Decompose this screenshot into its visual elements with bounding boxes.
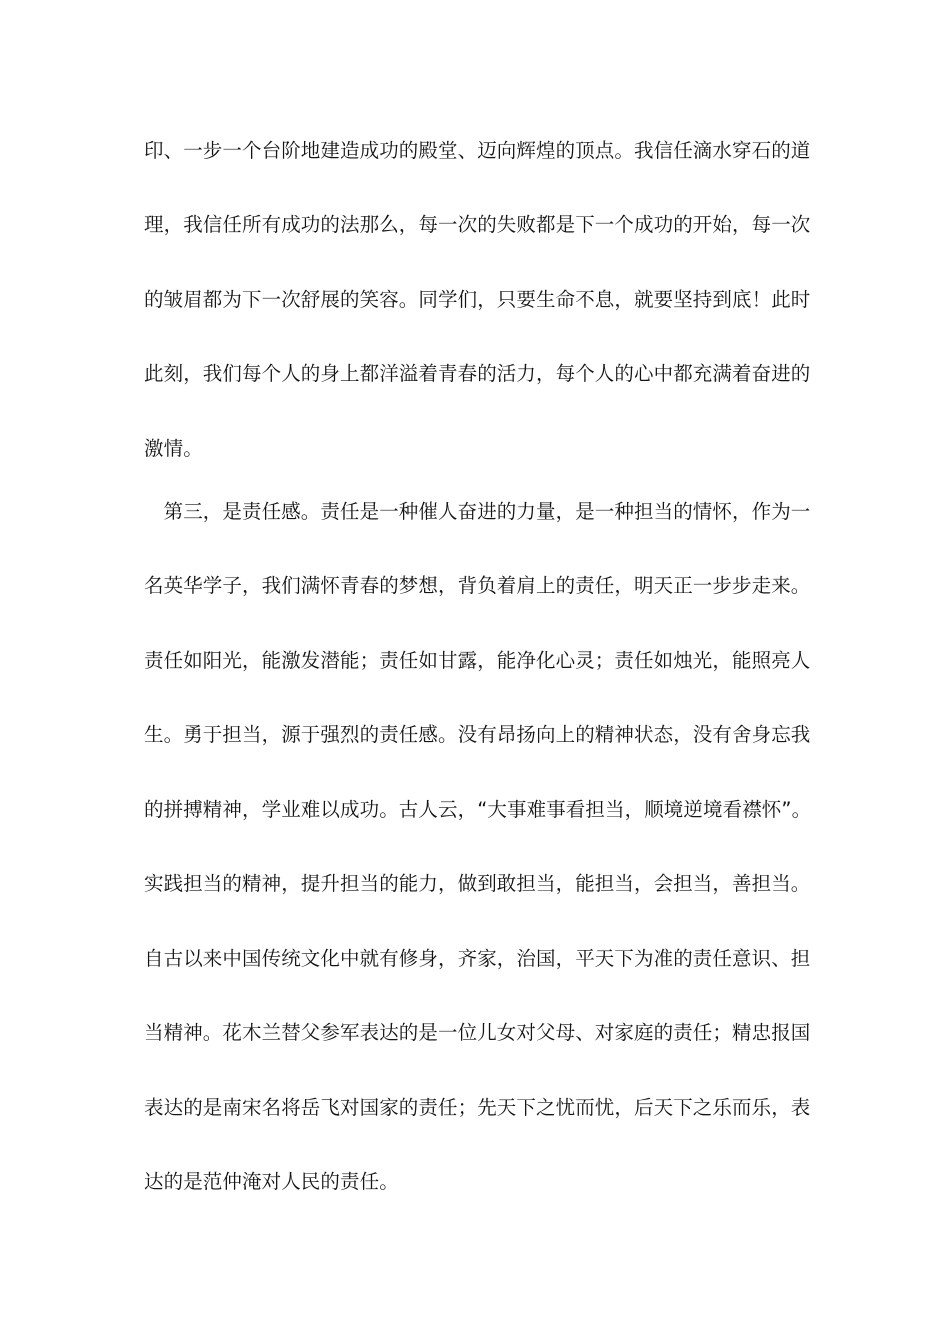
paragraph-line: 此刻，我们每个人的身上都洋溢着青春的活力，每个人的心中都充满着奋进的: [144, 362, 811, 385]
paragraph-line: 表达的是南宋名将岳飞对国家的责任；先天下之忧而忧，后天下之乐而乐，表: [144, 1096, 811, 1119]
paragraph-line: 的拼搏精神，学业难以成功。古人云，“大事难事看担当，顺境逆境看襟怀”。: [144, 798, 812, 821]
paragraph-line: 责任如阳光，能激发潜能；责任如甘露，能净化心灵；责任如烛光，能照亮人: [144, 649, 811, 672]
paragraph-line: 生。勇于担当，源于强烈的责任感。没有昂扬向上的精神状态，没有舍身忘我: [144, 723, 811, 746]
paragraph-line: 名英华学子，我们满怀青春的梦想，背负着肩上的责任，明天正一步步走来。: [144, 574, 811, 597]
paragraph-line: 实践担当的精神，提升担当的能力，做到敢担当，能担当，会担当，善担当。: [144, 872, 811, 895]
paragraph-line: 激情。: [144, 437, 203, 460]
paragraph-line: 第三，是责任感。责任是一种催人奋进的力量，是一种担当的情怀，作为一: [144, 500, 811, 523]
paragraph-line: 达的是范仲淹对人民的责任。: [144, 1170, 399, 1193]
paragraph-line: 当精神。花木兰替父参军表达的是一位儿女对父母、对家庭的责任；精忠报国: [144, 1021, 811, 1044]
paragraph-line: 的皱眉都为下一次舒展的笑容。同学们，只要生命不息，就要坚持到底！此时: [144, 288, 811, 311]
paragraph-line: 理，我信任所有成功的法那么，每一次的失败都是下一个成功的开始，每一次: [144, 213, 811, 236]
paragraph-line: 印、一步一个台阶地建造成功的殿堂、迈向辉煌的顶点。我信任滴水穿石的道: [144, 139, 811, 162]
paragraph-line: 自古以来中国传统文化中就有修身，齐家，治国，平天下为准的责任意识、担: [144, 947, 811, 970]
